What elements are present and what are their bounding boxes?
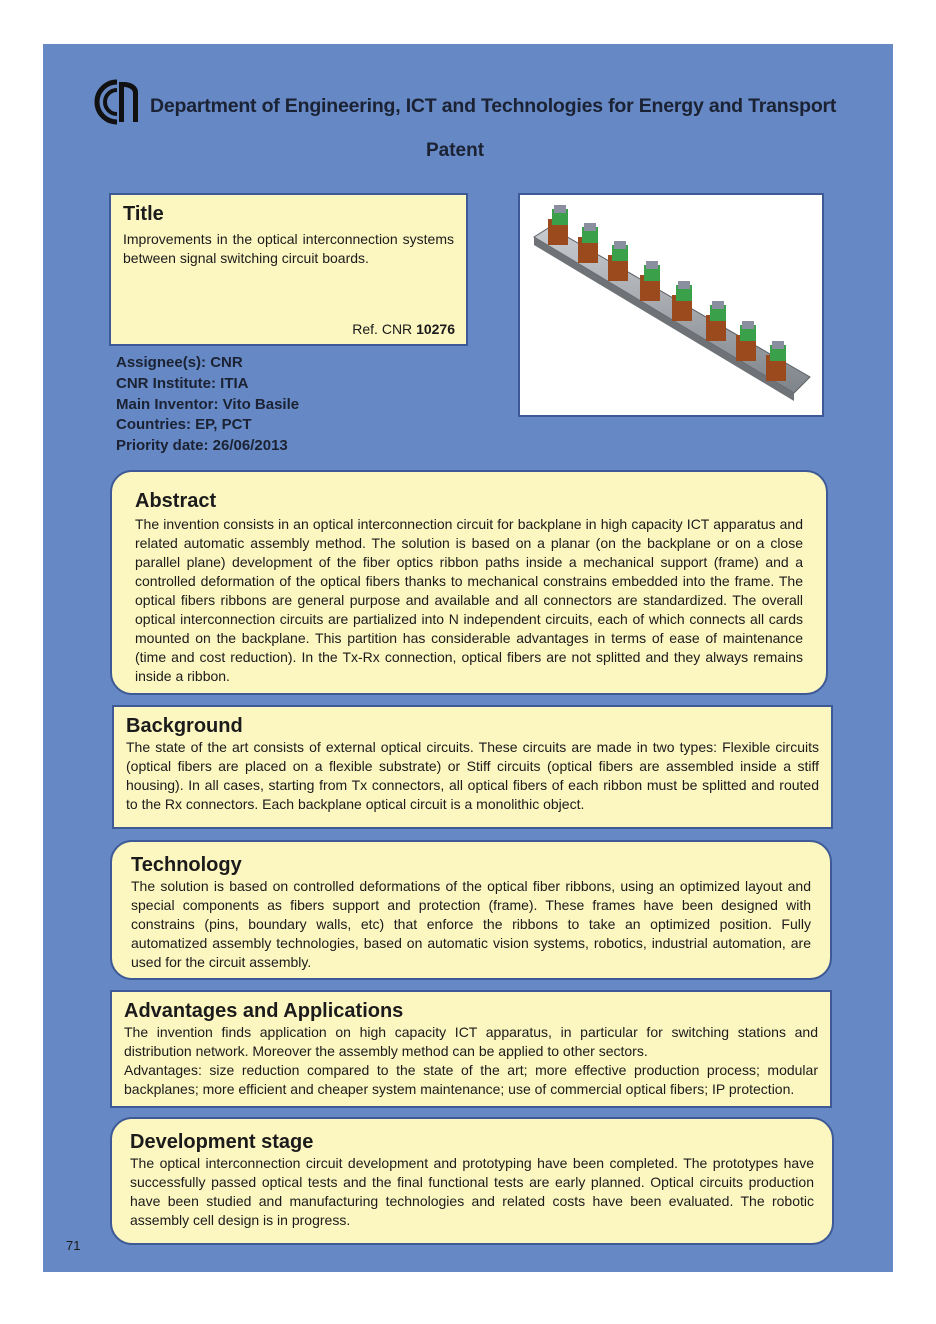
advantages-box [110,990,832,1108]
development-heading: Development stage [130,1131,314,1153]
cnr-logo-icon [92,79,142,125]
development-text: The optical interconnection circuit development and prototyping have been completed. The prototypes have successfully passed optical tests and the final functional tests are early planned. Optical circuits production have been studied and manufacturing technologies and related costs have been evaluated. The robotic assembly cell design is in progress. [130,1155,814,1228]
development-box [110,1117,834,1245]
advantages-text-applications: The invention finds application on high capacity ICT apparatus, in particular for switching stations and distribution network. Moreover the assembly method can be applied to other sectors. [124,1024,818,1059]
reference [352,321,455,337]
advantages-text-benefits: Advantages: size reduction compared to the state of the art; more effective production process; modular backplanes; more efficient and cheaper system maintenance; use of commercial optical fibers; IP protection. [124,1062,818,1097]
connector-group [548,205,786,381]
abstract-text: The invention consists in an optical interconnection circuit for backplane in high capacity ICT apparatus and related automatic assembly method. The solution is based on a planar (on the backplane or on a close parallel plane) development of the fiber optics ribbon paths inside a mechanical support (frame) and a controlled deformation of the optical fibers thanks to mechanical constrains embedded into the frame. The optical fibers ribbons are general purpose and available and all connectors are standardized. The overall optical interconnection circuits are partialized into N independent circuits, each of which connects all cards mounted on the backplane. This partition has considerable advantages in terms of ease of maintenance (time and cost reduction). In the Tx-Rx connection, optical fibers are not splitted and they always remains inside a ribbon. [135,516,803,684]
technology-heading: Technology [131,854,242,876]
assignee: Assignee(s): CNR [116,354,243,371]
page-subtitle: Patent [425,140,485,161]
technology-box [110,840,832,980]
title-box [109,193,468,346]
cnr-institute: CNR Institute: ITIA [116,374,249,392]
abstract-heading: Abstract [135,490,217,512]
background-text: The state of the art consists of external optical circuits. These circuits are made in two types: Flexible circuits (optical fibers are placed on a flexible substrate) or Stiff circuits (optical fibers are assembled inside a stiff housing). In all cases, starting from Tx connectors, all optical fibers of each ribbon must be splitted and routed to the Rx connectors. Each backplane optical circuit is a monolithic object. [126,739,819,812]
priority-date: Priority date: 26/06/2013 [116,437,288,455]
technology-text: The solution is based on controlled deformations of the optical fiber ribbons, using an optimized layout and special components as fibers support and protection (frame). These frames have been designed with constrains (pins, boundary walls, etc) that enforce the ribbons to take an optimized position. Fully automatized assembly technologies, based on automatic vision systems, robotics, industrial automation, are used for the circuit assembly. [131,878,811,970]
backplane-illustration [520,195,822,415]
title-heading: Title [123,203,164,225]
title-text: Improvements in the optical interconnection systems between signal switching circuit boards. [123,231,454,266]
prototype-image [518,193,824,417]
page-number: 71 [66,1238,81,1253]
reference-number: 10276 [416,321,455,337]
background-box [112,705,833,829]
background-heading: Background [126,715,243,737]
abstract-box [110,470,828,695]
advantages-heading: Advantages and Applications [124,1000,404,1022]
patent-meta [116,353,299,457]
department-title: Department of Engineering, ICT and Technologies for Energy and Transport [150,95,837,117]
main-inventor: Main Inventor: Vito Basile [116,395,300,413]
countries: Countries: EP, PCT [116,416,252,434]
reference-label: Ref. CNR [352,321,417,337]
